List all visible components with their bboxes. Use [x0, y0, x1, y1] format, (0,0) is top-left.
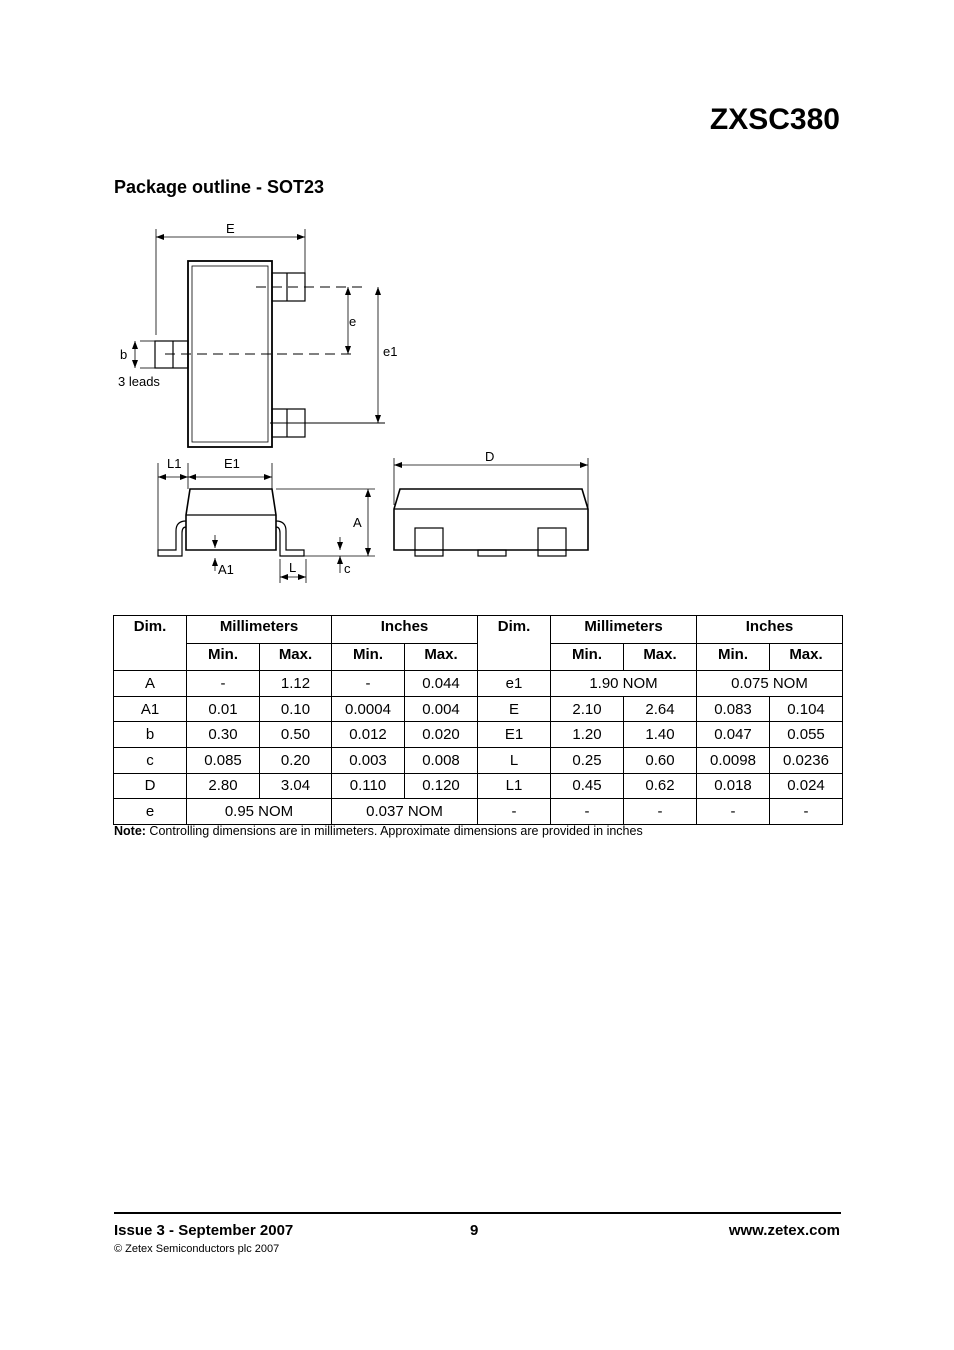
table-cell: 0.0098 [697, 747, 770, 773]
section-title: Package outline - SOT23 [114, 177, 325, 197]
label-e: e [349, 314, 357, 329]
table-cell: 0.104 [770, 696, 843, 722]
table-cell: 0.0004 [332, 696, 405, 722]
table-header-cell: Dim. [114, 616, 187, 671]
label-D: D [485, 449, 495, 464]
table-header-cell: Max. [260, 643, 332, 671]
note-label: Note: [114, 824, 146, 838]
note-text: Controlling dimensions are in millimeters. Approximate dimensions are provided in inches [145, 824, 643, 838]
table-cell: 0.110 [332, 773, 405, 799]
table-cell: 0.60 [624, 747, 697, 773]
table-cell: L [478, 747, 551, 773]
footer-copyright: © Zetex Semiconductors plc 2007 [114, 1243, 280, 1255]
side-view-body [186, 489, 276, 550]
page-number: 9 [470, 1222, 479, 1239]
table-header-row [114, 616, 843, 644]
table-cell: 1.12 [260, 671, 332, 697]
footer-divider [114, 1212, 841, 1214]
label-L: L [289, 560, 297, 575]
table-cell: 1.20 [551, 722, 624, 748]
table-row [114, 747, 843, 773]
table-cell: 0.018 [697, 773, 770, 799]
table-cell: 0.004 [405, 696, 478, 722]
table-cell: c [114, 747, 187, 773]
table-cell: - [770, 799, 843, 825]
table-cell: 3.04 [260, 773, 332, 799]
table-cell: 0.083 [697, 696, 770, 722]
table-row [114, 722, 843, 748]
lead-left [155, 341, 188, 368]
table-cell: 2.80 [187, 773, 260, 799]
table-cell: 0.055 [770, 722, 843, 748]
table-cell: 0.037 NOM [332, 799, 478, 825]
table-header-cell: Dim. [478, 616, 551, 671]
table-cell: 2.64 [624, 696, 697, 722]
table-cell: A1 [114, 696, 187, 722]
footer-website-link[interactable]: www.zetex.com [728, 1222, 840, 1239]
footer-issue: Issue 3 - September 2007 [114, 1222, 294, 1239]
table-row [114, 773, 843, 799]
table-cell: 0.012 [332, 722, 405, 748]
table-cell: L1 [478, 773, 551, 799]
table-cell: 2.10 [551, 696, 624, 722]
table-cell: 0.085 [187, 747, 260, 773]
table-cell: b [114, 722, 187, 748]
label-A1: A1 [218, 562, 234, 577]
table-cell: - [187, 671, 260, 697]
label-b: b [120, 347, 128, 362]
table-row [114, 671, 843, 697]
table-cell: 0.003 [332, 747, 405, 773]
table-header-cell: Max. [405, 643, 478, 671]
table-header-cell: Min. [332, 643, 405, 671]
table-cell: 0.008 [405, 747, 478, 773]
table-row [114, 696, 843, 722]
table-row [114, 799, 843, 825]
label-E1: E1 [224, 456, 240, 471]
part-number: ZXSC380 [709, 103, 840, 136]
table-cell: 0.047 [697, 722, 770, 748]
table-header-cell: Min. [187, 643, 260, 671]
table-cell: E1 [478, 722, 551, 748]
table-cell: 0.62 [624, 773, 697, 799]
label-A: A [353, 515, 362, 530]
table-cell: - [478, 799, 551, 825]
table-cell: 0.25 [551, 747, 624, 773]
table-cell: 0.45 [551, 773, 624, 799]
table-cell: e [114, 799, 187, 825]
label-L1: L1 [167, 456, 182, 471]
table-cell: e1 [478, 671, 551, 697]
table-cell: 0.020 [405, 722, 478, 748]
table-header-cell: Millimeters [551, 616, 697, 644]
table-cell: D [114, 773, 187, 799]
table-header-cell: Max. [770, 643, 843, 671]
table-cell: 0.0236 [770, 747, 843, 773]
table-cell: 0.30 [187, 722, 260, 748]
table-note [114, 824, 643, 838]
end-view-body [394, 489, 588, 550]
label-3-leads: 3 leads [118, 374, 160, 389]
table-header-cell: Millimeters [187, 616, 332, 644]
label-e1: e1 [383, 344, 398, 359]
table-cell: 0.95 NOM [187, 799, 332, 825]
table-header-cell: Inches [697, 616, 843, 644]
label-E: E [226, 221, 235, 236]
table-cell: 1.90 NOM [551, 671, 697, 697]
table-cell: 0.120 [405, 773, 478, 799]
table-header-cell: Min. [697, 643, 770, 671]
table-cell: 0.044 [405, 671, 478, 697]
table-cell: - [551, 799, 624, 825]
table-cell: E [478, 696, 551, 722]
table-cell: - [332, 671, 405, 697]
table-header-cell: Min. [551, 643, 624, 671]
table-cell: - [697, 799, 770, 825]
table-cell: 0.10 [260, 696, 332, 722]
table-header-cell: Max. [624, 643, 697, 671]
table-cell: - [624, 799, 697, 825]
table-cell: A [114, 671, 187, 697]
table-cell: 1.40 [624, 722, 697, 748]
table-cell: 0.024 [770, 773, 843, 799]
table-header-cell: Inches [332, 616, 478, 644]
dimensions-table [113, 615, 843, 825]
table-cell: 0.50 [260, 722, 332, 748]
table-cell: 0.01 [187, 696, 260, 722]
table-cell: 0.20 [260, 747, 332, 773]
table-cell: 0.075 NOM [697, 671, 843, 697]
label-c: c [344, 561, 351, 576]
package-outline-drawing [110, 215, 600, 595]
